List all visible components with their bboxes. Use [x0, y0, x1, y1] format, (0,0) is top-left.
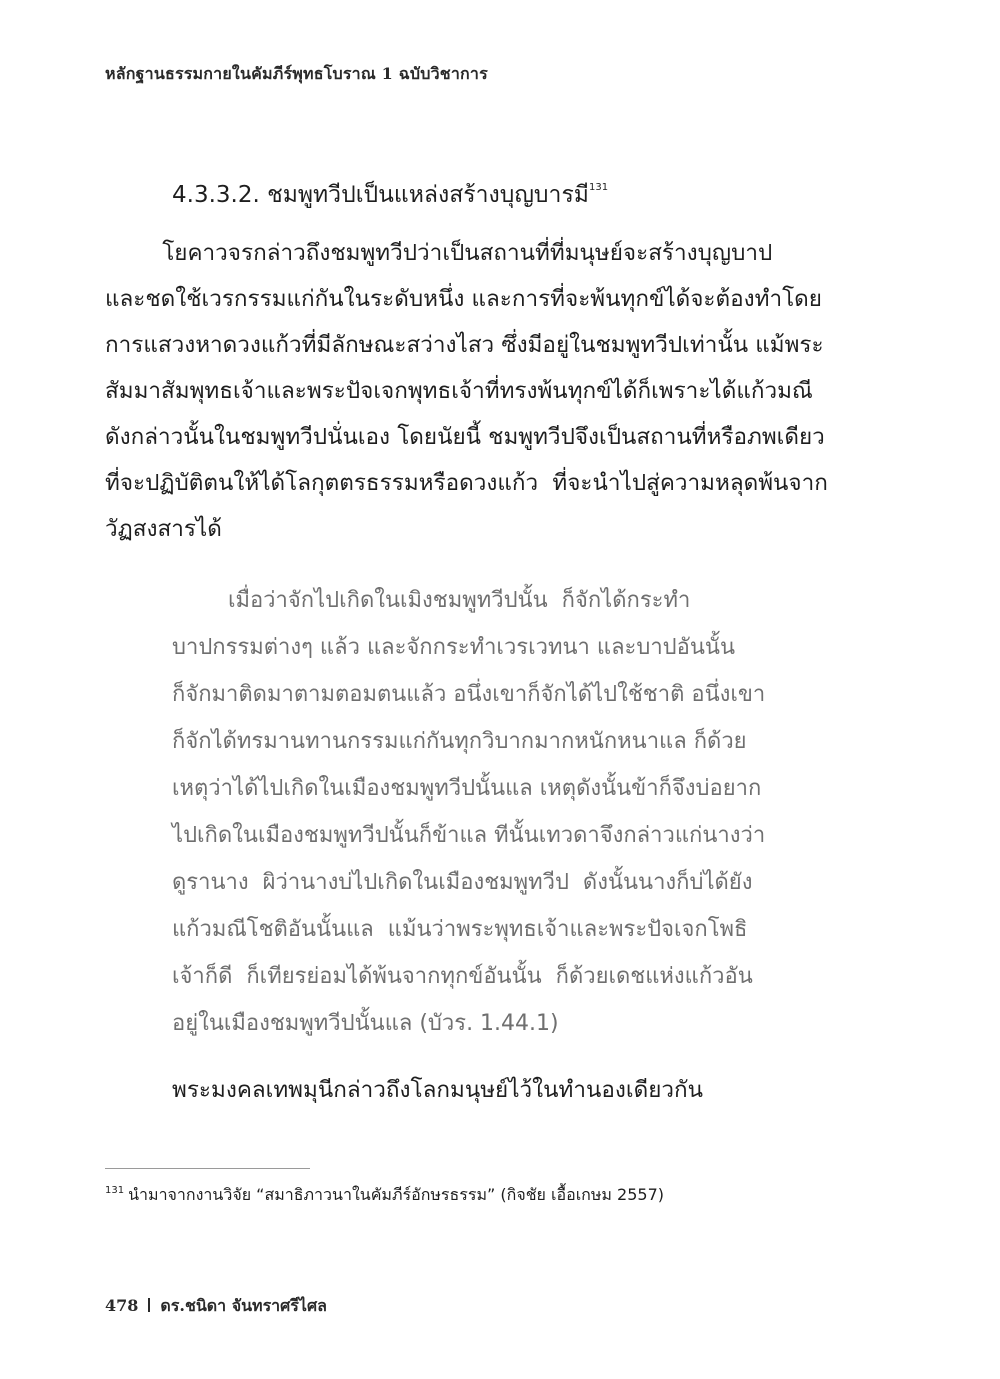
- quote-line: ดูรานาง ผิว่านางบ่ไปเกิดในเมืองชมพูทวีป ดังนั้นนางก็บ่ได้ยัง: [172, 870, 753, 895]
- quote-line: ไปเกิดในเมืองชมพูทวีปนั้นก็ข้าแล ทีนั้นเทวดาจึงกล่าวแก่นางว่า: [172, 823, 766, 848]
- author-name: ดร.ชนิดา จันทราศรีไศล: [160, 1296, 327, 1315]
- footnote-reference[interactable]: 131: [588, 182, 609, 193]
- quote-line: ก็จักมาติดมาตามตอมตนแล้ว อนึ่งเขาก็จักได้ไปใช้ชาติ อนึ่งเขา: [172, 682, 766, 707]
- body-line: และชดใช้เวรกรรมแก่กันในระดับหนึ่ง และการที่จะพ้นทุกข์ได้จะต้องทำโดย: [105, 286, 822, 312]
- footnote-divider: [105, 1168, 310, 1169]
- section-heading-text: 4.3.3.2. ชมพูทวีปเป็นแหล่งสร้างบุญบารมี: [172, 182, 589, 208]
- footnote: [105, 1183, 664, 1208]
- page-footer: [105, 1294, 327, 1319]
- quote-line: อยู่ในเมืองชมพูทวีปนั้นแล (บัวร. 1.44.1): [172, 1011, 559, 1036]
- body-paragraph: [105, 230, 865, 552]
- body-line: การแสวงหาดวงแก้วที่มีลักษณะสว่างไสว ซึ่งมีอยู่ในชมพูทวีปเท่านั้น แม้พระ: [105, 332, 824, 358]
- quote-line: เหตุว่าได้ไปเกิดในเมืองชมพูทวีปนั้นแล เหตุดังนั้นข้าก็จึงบ่อยาก: [172, 776, 762, 801]
- block-quote: [172, 577, 822, 1047]
- footnote-text: นำมาจากงานวิจัย “สมาธิภาวนาในคัมภีร์อักษรธรรม” (กิจชัย เอื้อเกษม 2557): [128, 1185, 664, 1204]
- footnote-number: 131: [105, 1185, 125, 1196]
- body-line: สัมมาสัมพุทธเจ้าและพระปัจเจกพุทธเจ้าที่ทรงพ้นทุกข์ได้ก็เพราะได้แก้วมณี: [105, 378, 813, 404]
- body-line: ที่จะปฏิบัติตนให้ได้โลกุตตรธรรมหรือดวงแก้ว ที่จะนำไปสู่ความหลุดพ้นจาก: [105, 470, 828, 496]
- running-header: หลักฐานธรรมกายในคัมภีร์พุทธโบราณ 1 ฉบับวิชาการ: [105, 64, 488, 83]
- quote-line: บาปกรรมต่างๆ แล้ว และจักกระทำเวรเวทนา และบาปอันนั้น: [172, 635, 735, 660]
- body-line: โยคาวจรกล่าวถึงชมพูทวีปว่าเป็นสถานที่ที่มนุษย์จะสร้างบุญบาป: [105, 240, 773, 266]
- quote-line: ก็จักได้ทรมานทานกรรมแก่กันทุกวิบากมากหนักหนาแล ก็ด้วย: [172, 729, 747, 754]
- body-line: วัฏสงสารได้: [105, 516, 222, 542]
- quote-line: แก้วมณีโชติอันนั้นแล แม้นว่าพระพุทธเจ้าและพระปัจเจกโพธิ: [172, 917, 748, 942]
- body-line: ดังกล่าวนั้นในชมพูทวีปนั่นเอง โดยนัยนี้ ชมพูทวีปจึงเป็นสถานที่หรือภพเดียว: [105, 424, 825, 450]
- page-number: 478: [105, 1296, 139, 1315]
- quote-line: เจ้าก็ดี ก็เทียรย่อมได้พ้นจากทุกข์อันนั้น ก็ด้วยเดชแห่งแก้วอัน: [172, 964, 753, 989]
- footer-separator: [148, 1298, 150, 1312]
- section-heading: [172, 177, 608, 213]
- after-quote-paragraph: พระมงคลเทพมุนีกล่าวถึงโลกมนุษย์ไว้ในทำนองเดียวกัน: [172, 1077, 704, 1103]
- quote-line: เมื่อว่าจักไปเกิดในเมิงชมพูทวีปนั้น ก็จักได้กระทำ: [172, 588, 691, 613]
